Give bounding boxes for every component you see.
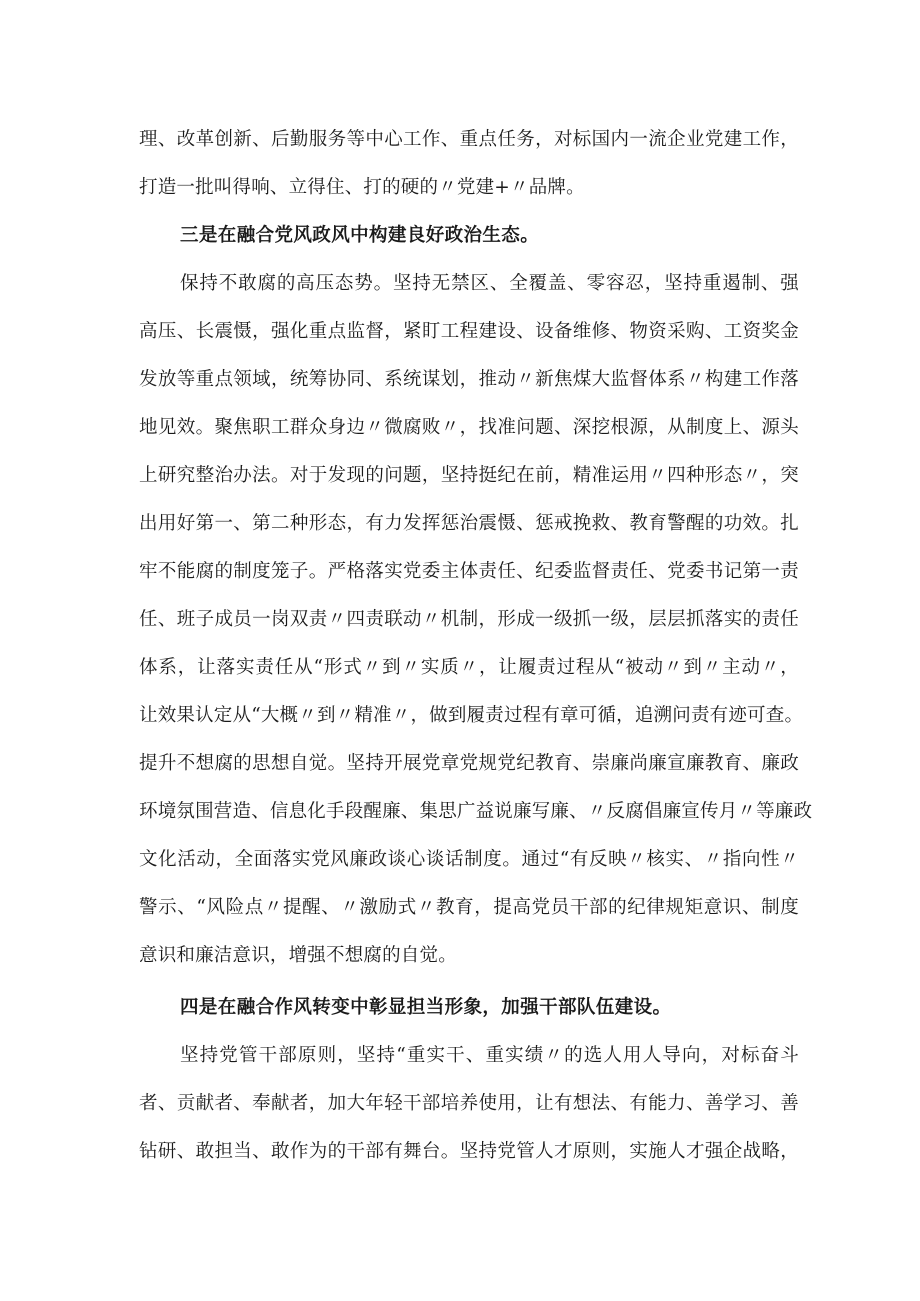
paragraph-line: 者、贡献者、奉献者，加大年轻干部培养使用，让有想法、有能力、善学习、善	[139, 1093, 799, 1114]
paragraph-line: 理、改革创新、后勤服务等中心工作、重点任务，对标国内一流企业党建工作，	[139, 129, 799, 150]
paragraph-line: 出用好第一、第二种形态，有力发挥惩治震慑、惩戒挽救、教育警醒的功效。扎	[139, 513, 799, 534]
paragraph-line: 文化活动，全面落实党风廉政谈心谈话制度。通过“有反映〃核实、〃指向性〃	[139, 849, 799, 870]
paragraph-line: 体系，让落实责任从“形式〃到〃实质〃，让履责过程从“被动〃到〃主动〃，	[139, 657, 799, 678]
paragraph-line: 任、班子成员一岗双责〃四责联动〃机制，形成一级抓一级，层层抓落实的责任	[139, 609, 799, 630]
paragraph-line: 坚持党管干部原则，坚持“重实干、重实绩〃的选人用人导向，对标奋斗	[180, 1045, 799, 1066]
paragraph-line: 让效果认定从“大概〃到〃精准〃，做到履责过程有章可循，追溯问责有迹可查。	[139, 705, 804, 726]
paragraph-line: 环境氛围营造、信息化手段醒廉、集思广益说廉写廉、〃反腐倡廉宣传月〃等廉政	[139, 801, 813, 822]
paragraph-line: 地见效。聚焦职工群众身边〃微腐败〃，找准问题、深挖根源，从制度上、源头	[139, 417, 799, 438]
paragraph-line: 意识和廉洁意识，增强不想腐的自觉。	[139, 945, 457, 966]
paragraph-line: 打造一批叫得响、立得住、打的硬的〃党建+〃品牌。	[139, 177, 585, 198]
paragraph-line: 保持不敢腐的高压态势。坚持无禁区、全覆盖、零容忍，坚持重遏制、强	[180, 273, 799, 294]
paragraph-line: 牢不能腐的制度笼子。严格落实党委主体责任、纪委监督责任、党委书记第一责	[139, 561, 799, 582]
paragraph-line: 高压、长震慑，强化重点监督，紧盯工程建设、设备维修、物资采购、工资奖金	[139, 321, 799, 342]
section-heading-3: 三是在融合党风政风中构建良好政治生态。	[180, 225, 540, 246]
paragraph-line: 钻研、敢担当、敢作为的干部有舞台。坚持党管人才原则，实施人才强企战略，	[139, 1141, 799, 1162]
paragraph-line: 警示、“风险点〃提醒、〃激励式〃教育，提高党员干部的纪律规矩意识、制度	[139, 897, 799, 918]
paragraph-line: 发放等重点领域，统筹协同、系统谋划，推动〃新焦煤大监督体系〃构建工作落	[139, 369, 799, 390]
section-heading-4: 四是在融合作风转变中彰显担当形象，加强干部队伍建设。	[180, 997, 672, 1018]
paragraph-line: 上研究整治办法。对于发现的问题，坚持挺纪在前，精准运用〃四种形态〃，突	[139, 465, 799, 486]
paragraph-line: 提升不想腐的思想自觉。坚持开展党章党规党纪教育、崇廉尚廉宣廉教育、廉政	[139, 753, 799, 774]
